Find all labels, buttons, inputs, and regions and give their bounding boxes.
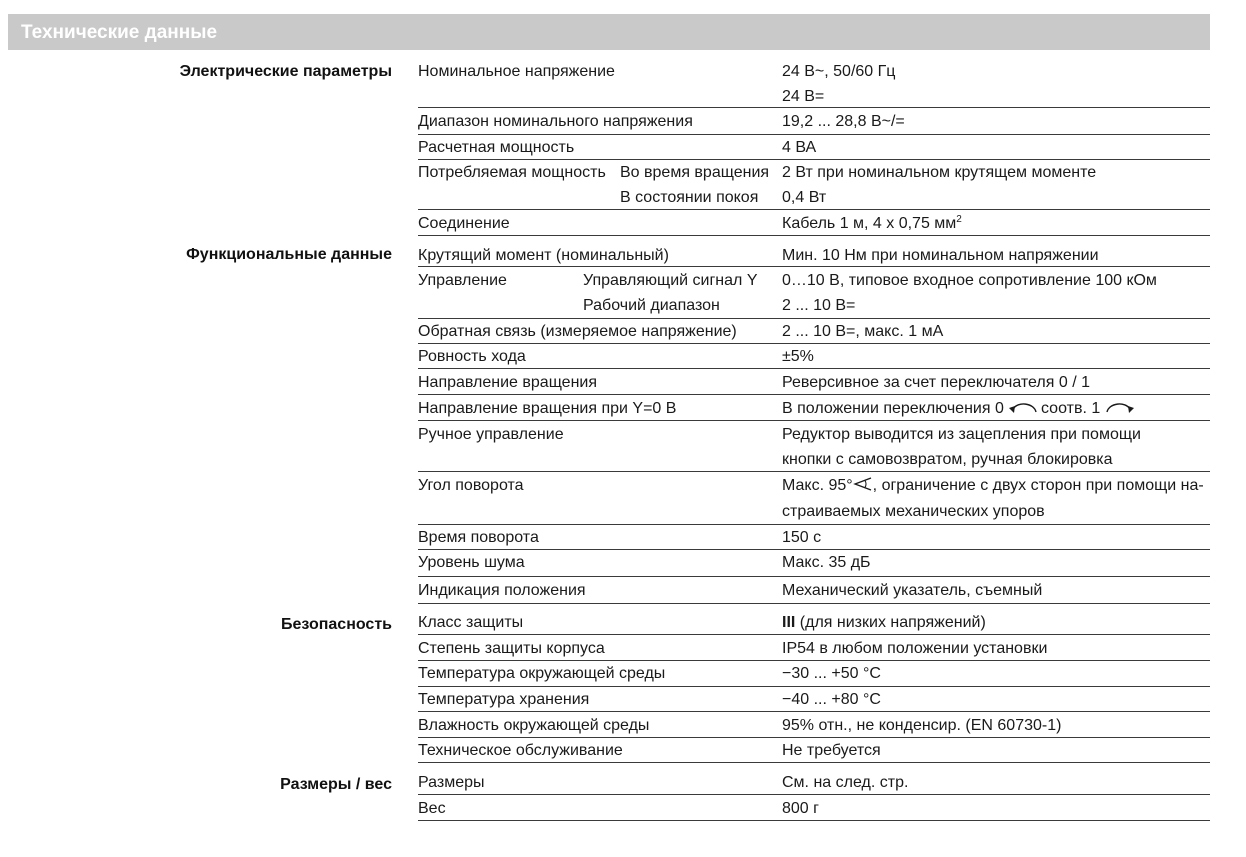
group-safety: Безопасность	[281, 616, 392, 633]
rotation-y0-label: Направление вращения при Y=0 В	[418, 400, 677, 417]
size-value: См. на след. стр.	[782, 774, 909, 791]
connection-label: Соединение	[418, 215, 510, 232]
angle-value-2: страиваемых механических упоров	[782, 503, 1045, 520]
ambient-temp-label: Температура окружающей среды	[418, 665, 666, 682]
weight-label: Вес	[418, 800, 446, 817]
nominal-voltage-label: Номинальное напряжение	[418, 63, 615, 80]
row-divider	[418, 107, 1210, 108]
storage-temp-value: −40 ... +80 °C	[782, 691, 881, 708]
row-divider	[418, 549, 1210, 550]
row-divider	[418, 368, 1210, 369]
smoothness-label: Ровность хода	[418, 348, 526, 365]
row-divider	[418, 737, 1210, 738]
row-divider	[418, 711, 1210, 712]
control-value-2: 2 ... 10 В=	[782, 297, 856, 314]
row-divider	[418, 134, 1210, 135]
rotation-y0-value-b: соотв. 1	[1041, 400, 1101, 417]
torque-label: Крутящий момент (номинальный)	[418, 247, 669, 264]
noise-label: Уровень шума	[418, 554, 525, 571]
group-functional: Функциональные данные	[186, 246, 392, 263]
ambient-temp-value: −30 ... +50 °C	[782, 665, 881, 682]
power-consumption-sub-2: В состоянии покоя	[620, 189, 759, 206]
noise-value: Макс. 35 дБ	[782, 554, 871, 571]
protection-class-note: (для низких напряжений)	[795, 614, 986, 631]
humidity-value: 95% отн., не конденсир. (EN 60730-1)	[782, 717, 1062, 734]
rotation-y0-value-a: В положении переключения 0	[782, 400, 1004, 417]
control-label: Управление	[418, 272, 507, 289]
power-consumption-value-1: 2 Вт при номинальном крутящем моменте	[782, 164, 1097, 181]
weight-value: 800 г	[782, 800, 819, 817]
row-divider	[418, 471, 1210, 472]
nominal-voltage-value-2: 24 В=	[782, 88, 825, 105]
maintenance-label: Техническое обслуживание	[418, 742, 623, 759]
row-divider	[418, 343, 1210, 344]
rotation-time-value: 150 с	[782, 529, 822, 546]
feedback-label: Обратная связь (измеряемое напряжение)	[418, 323, 737, 340]
feedback-value: 2 ... 10 В=, макс. 1 мА	[782, 323, 944, 340]
row-divider	[418, 603, 1210, 604]
connection-value	[782, 215, 962, 233]
rotation-direction-label: Направление вращения	[418, 374, 598, 391]
control-sub-1: Управляющий сигнал Y	[583, 272, 758, 289]
manual-value-1: Редуктор выводится из зацепления при помощи	[782, 426, 1141, 443]
section-title: Технические данные	[21, 22, 218, 43]
row-divider	[418, 794, 1210, 795]
group-electrical: Электрические параметры	[179, 63, 392, 80]
manual-value-2: кнопки с самовозвратом, ручная блокировка	[782, 451, 1113, 468]
row-divider	[418, 266, 1210, 267]
row-divider	[418, 576, 1210, 577]
rotation-time-label: Время поворота	[418, 529, 539, 546]
humidity-label: Влажность окружающей среды	[418, 717, 650, 734]
rated-power-label: Расчетная мощность	[418, 139, 575, 156]
control-value-1: 0…10 В, типовое входное сопротивление 100 кОм	[782, 272, 1157, 289]
angle-icon	[853, 477, 873, 491]
power-consumption-sub-1: Во время вращения	[620, 164, 770, 181]
row-divider	[418, 209, 1210, 210]
row-divider	[418, 634, 1210, 635]
torque-value: Мин. 10 Нм при номинальном напряжении	[782, 247, 1099, 264]
angle-value-b: , ограничение с двух сторон при помощи на-	[872, 477, 1204, 494]
rated-power-value: 4 ВА	[782, 139, 817, 156]
connection-value-sup: 2	[956, 214, 962, 225]
maintenance-value: Не требуется	[782, 742, 881, 759]
voltage-range-label: Диапазон номинального напряжения	[418, 113, 693, 130]
row-divider	[418, 159, 1210, 160]
smoothness-value: ±5%	[782, 348, 814, 365]
rotate-ccw-icon	[1008, 399, 1040, 417]
power-consumption-label: Потребляемая мощность	[418, 164, 606, 181]
rotation-direction-value: Реверсивное за счет переключателя 0 / 1	[782, 374, 1090, 391]
manual-label: Ручное управление	[418, 426, 564, 443]
control-sub-2: Рабочий диапазон	[583, 297, 720, 314]
size-label: Размеры	[418, 774, 485, 791]
row-divider	[418, 394, 1210, 395]
row-divider	[418, 235, 1210, 236]
position-indication-label: Индикация положения	[418, 582, 586, 599]
group-dimensions: Размеры / вес	[280, 776, 392, 793]
angle-value-a: Макс. 95°	[782, 477, 853, 494]
power-consumption-value-2: 0,4 Вт	[782, 189, 827, 206]
protection-class-label: Класс защиты	[418, 614, 524, 631]
row-divider	[418, 686, 1210, 687]
row-divider	[418, 318, 1210, 319]
row-divider	[418, 524, 1210, 525]
position-indication-value: Механический указатель, съемный	[782, 582, 1043, 599]
voltage-range-value: 19,2 ... 28,8 В~/=	[782, 113, 905, 130]
row-divider	[418, 820, 1210, 821]
enclosure-label: Степень защиты корпуса	[418, 640, 605, 657]
angle-value-1	[782, 477, 1204, 495]
row-divider	[418, 762, 1210, 763]
storage-temp-label: Температура хранения	[418, 691, 590, 708]
enclosure-value: IP54 в любом положении установки	[782, 640, 1048, 657]
protection-class-value	[782, 614, 986, 632]
row-divider	[418, 660, 1210, 661]
nominal-voltage-value-1: 24 В~, 50/60 Гц	[782, 63, 896, 80]
rotate-cw-icon	[1103, 399, 1135, 417]
angle-label: Угол поворота	[418, 477, 524, 494]
section-header	[8, 14, 1210, 50]
row-divider	[418, 420, 1210, 421]
protection-class-roman: III	[782, 614, 796, 631]
connection-value-text: Кабель 1 м, 4 x 0,75 мм	[782, 215, 957, 232]
